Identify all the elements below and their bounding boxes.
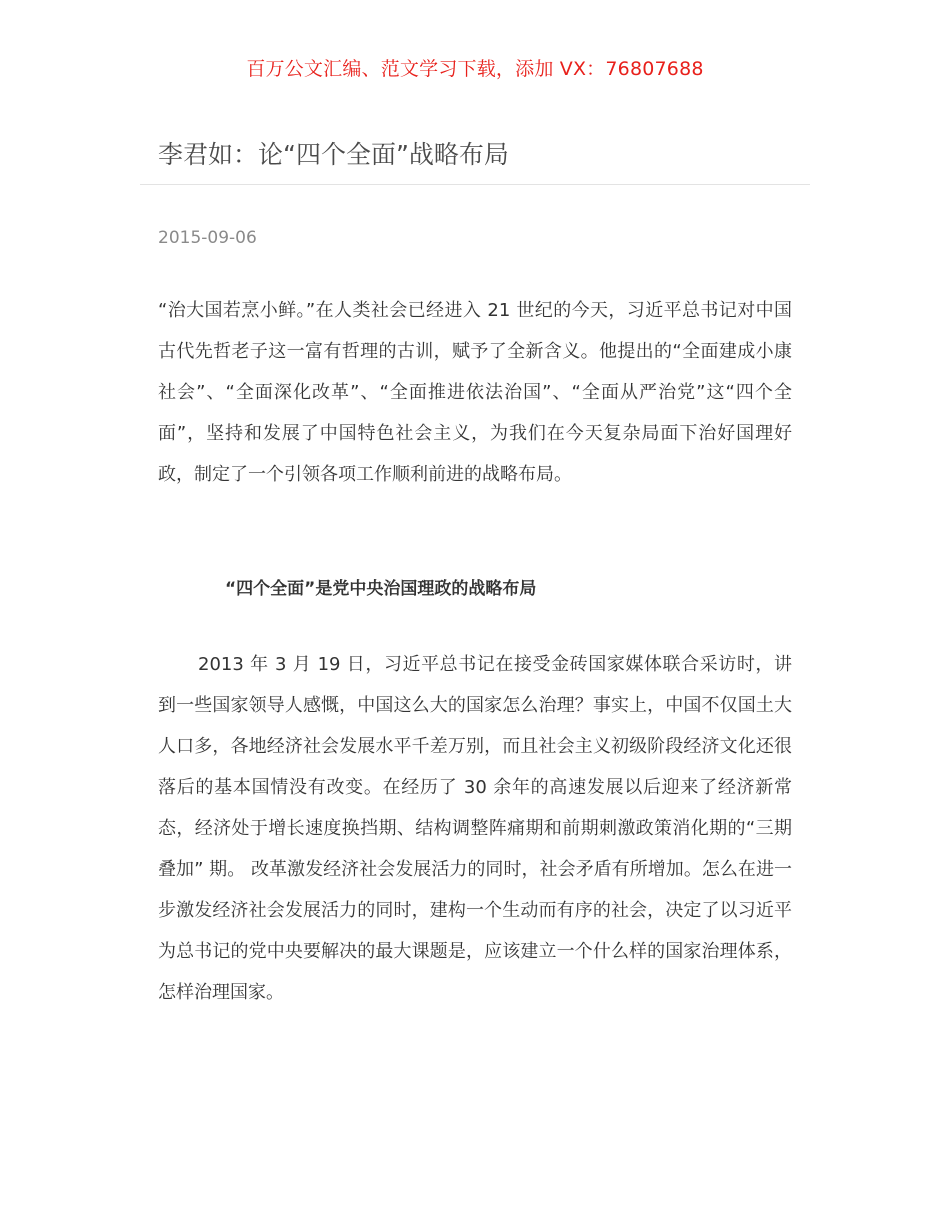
intro-paragraph: “治大国若烹小鲜。”在人类社会已经进入 21 世纪的今天，习近平总书记对中国古代先哲老子这一富有哲理的古训，赋予了全新含义。他提出的“全面建成小康社会”、“全面深化改革”、“全面推进依法治国”、“全面从严治党”这“四个全面”，坚持和发展了中国特色社会主义，为我们在今天复杂局面下治好国理好政，制定了一个引领各项工作顺利前进的战略布局。: [158, 300, 792, 485]
title-divider: [140, 184, 810, 185]
publish-date: 2015-09-06: [158, 228, 257, 248]
body-paragraph: 2013 年 3 月 19 日，习近平总书记在接受金砖国家媒体联合采访时，讲到一些国家领导人感慨，中国这么大的国家怎么治理？事实上，中国不仅国土大人口多，各地经济社会发展水平千差万别，而且社会主义初级阶段经济文化还很落后的基本国情没有改变。在经历了 30 余年的高速发展以后迎来了经济新常态，经济处于增长速度换挡期、结构调整阵痛期和前期刺激政策消化期的“三期叠加” 期。 改革激发经济社会发展活力的同时，社会矛盾有所增加。怎么在进一步激发经济社会发展活力的同时，建构一个生动而有序的社会，决定了以习近平为总书记的党中央要解决的最大课题是，应该建立一个什么样的国家治理体系，怎样治理国家。: [158, 654, 792, 1003]
article-title: 李君如：论“四个全面”战略布局: [158, 140, 509, 169]
section-heading: “四个全面”是党中央治国理政的战略布局: [225, 579, 537, 599]
promo-banner: 百万公文汇编、范文学习下载，添加 VX：76807688: [246, 58, 704, 80]
